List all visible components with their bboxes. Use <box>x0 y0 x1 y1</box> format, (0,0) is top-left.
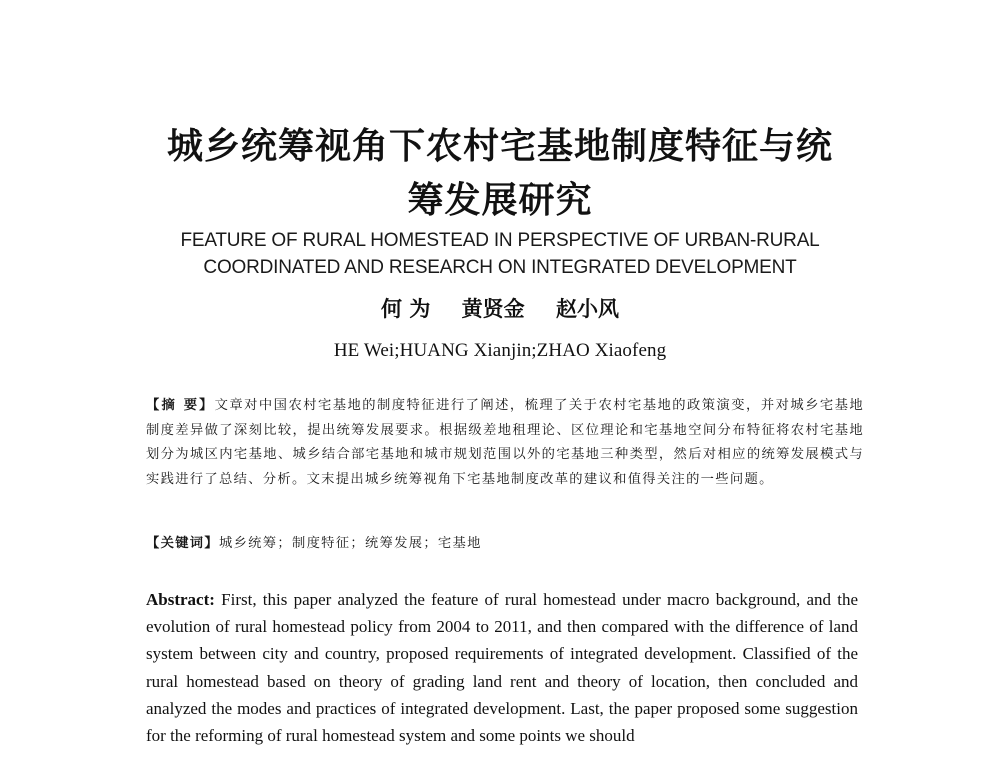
chinese-keywords <box>146 532 864 556</box>
chinese-abstract-text: 文章对中国农村宅基地的制度特征进行了阐述，梳理了关于农村宅基地的政策演变，并对城乡宅基地制度差异做了深刻比较，提出统筹发展要求。根据级差地租理论、区位理论和宅基地空间分布特征将农村宅基地划分为城区内宅基地、城乡结合部宅基地和城市规划范围以外的宅基地三种类型，然后对相应的统筹发展模式与实践进行了总结、分析。文末提出城乡统筹视角下宅基地制度改革的建议和值得关注的一些问题。 <box>146 398 864 487</box>
chinese-keywords-text: 城乡统筹；制度特征；统筹发展；宅基地 <box>218 536 482 551</box>
english-abstract <box>146 586 858 749</box>
author-cn-3: 赵小风 <box>555 297 619 321</box>
english-title-line-1: FEATURE OF RURAL HOMESTEAD IN PERSPECTIVE OF URBAN-RURAL <box>180 230 820 251</box>
chinese-abstract <box>146 394 864 492</box>
english-title-line-2: COORDINATED AND RESEARCH ON INTEGRATED DEVELOPMENT <box>203 257 797 278</box>
chinese-keywords-label: 【关键词】 <box>146 536 219 551</box>
english-abstract-text: First, this paper analyzed the feature of rural homestead under macro background, and the evolution of rural homestead policy from 2004 to 2011, and then compared with the difference of land system between city and country, proposed requirements of integrated development. Classified of the rural homestead based on theory of grading land rent and theory of location, then concluded and analyzed the modes and practices of integrated development. Last, the paper proposed some suggestion for the reforming of rural homestead system and some points we should <box>146 590 858 746</box>
chinese-title-line-2: 筹发展研究 <box>407 180 593 221</box>
english-authors: HE Wei;HUANG Xianjin;ZHAO Xiaofeng <box>333 340 667 361</box>
chinese-abstract-label: 【摘 要】 <box>146 398 215 413</box>
chinese-title-line-1: 城乡统筹视角下农村宅基地制度特征与统 <box>166 126 833 167</box>
author-cn-1: 何 为 <box>381 297 431 321</box>
author-cn-2: 黄贤金 <box>461 297 525 321</box>
english-abstract-label: Abstract: <box>146 590 215 609</box>
chinese-authors <box>250 294 750 324</box>
